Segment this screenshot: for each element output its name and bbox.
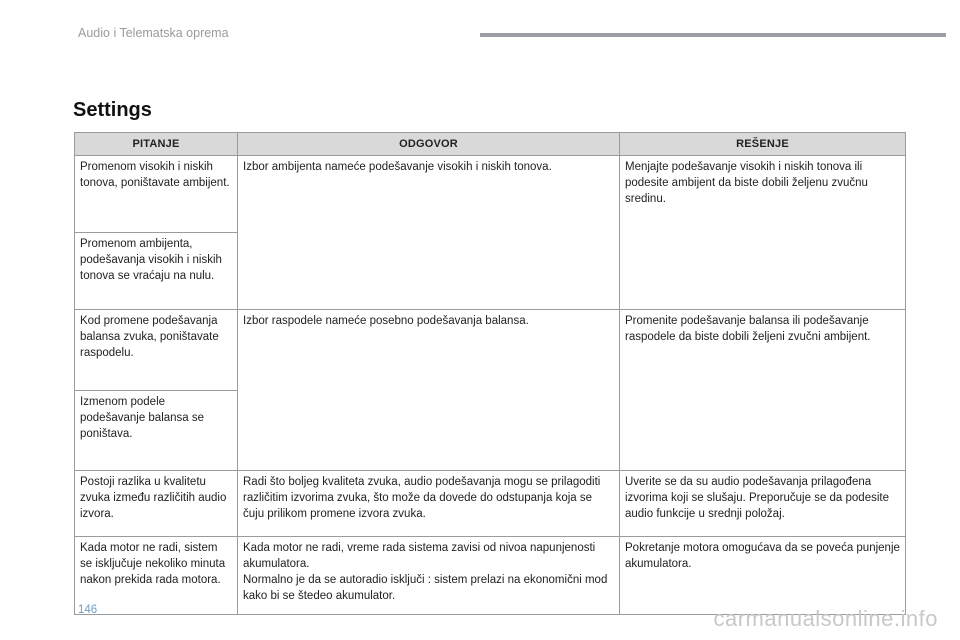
column-header-solution: REŠENJE — [620, 133, 906, 156]
solution-cell: Uverite se da su audio podešavanja prilagođena izvorima koji se slušaju. Preporučuje se da podesite audio funkcije u srednji položaj. — [620, 471, 906, 537]
question-cell: Kada motor ne radi, sistem se isključuje nekoliko minuta nakon prekida rada motora. — [75, 537, 238, 615]
section-title: Settings — [73, 99, 152, 121]
column-header-answer: ODGOVOR — [238, 133, 620, 156]
question-cell: Postoji razlika u kvalitetu zvuka između različitih audio izvora. — [75, 471, 238, 537]
answer-line: Normalno je da se autoradio isključi : sistem prelazi na ekonomični mod kako bi se štedeo akumulator. — [243, 574, 608, 602]
watermark-text: carmanualsonline.info — [713, 606, 938, 631]
question-cell: Izmenom podele podešavanje balansa se poništava. — [75, 391, 238, 471]
table-header-row — [75, 133, 906, 156]
column-header-question: PITANJE — [75, 133, 238, 156]
table-row — [75, 537, 906, 615]
solution-cell: Menjajte podešavanje visokih i niskih tonova ili podesite ambijent da biste dobili željenu zvučnu sredinu. — [620, 156, 906, 310]
question-cell: Kod promene podešavanja balansa zvuka, poništavate raspodelu. — [75, 310, 238, 391]
table-row — [75, 156, 906, 233]
answer-cell: Izbor ambijenta nameće podešavanje visokih i niskih tonova. — [238, 156, 620, 310]
table-row — [75, 471, 906, 537]
page-number: 146 — [78, 604, 98, 616]
question-cell: Promenom ambijenta, podešavanja visokih i niskih tonova se vraćaju na nulu. — [75, 233, 238, 310]
solution-cell: Promenite podešavanje balansa ili podešavanje raspodele da biste dobili željeni zvučni ambijent. — [620, 310, 906, 471]
answer-cell: Izbor raspodele nameće posebno podešavanja balansa. — [238, 310, 620, 471]
answer-cell: Radi što boljeg kvaliteta zvuka, audio podešavanja mogu se prilagoditi različitim izvorima zvuka, što može da dovede do odstupanja koja se čuju prilikom promene izvora zvuka. — [238, 471, 620, 537]
answer-line: Kada motor ne radi, vreme rada sistema zavisi od nivoa napunjenosti akumulatora. — [243, 542, 596, 570]
header-divider-bar — [480, 33, 946, 37]
answer-cell — [238, 537, 620, 615]
faq-table — [74, 132, 906, 615]
question-cell: Promenom visokih i niskih tonova, poništavate ambijent. — [75, 156, 238, 233]
solution-cell: Pokretanje motora omogućava da se poveća punjenje akumulatora. — [620, 537, 906, 615]
running-header: Audio i Telematska oprema — [78, 26, 229, 40]
table-row — [75, 310, 906, 391]
